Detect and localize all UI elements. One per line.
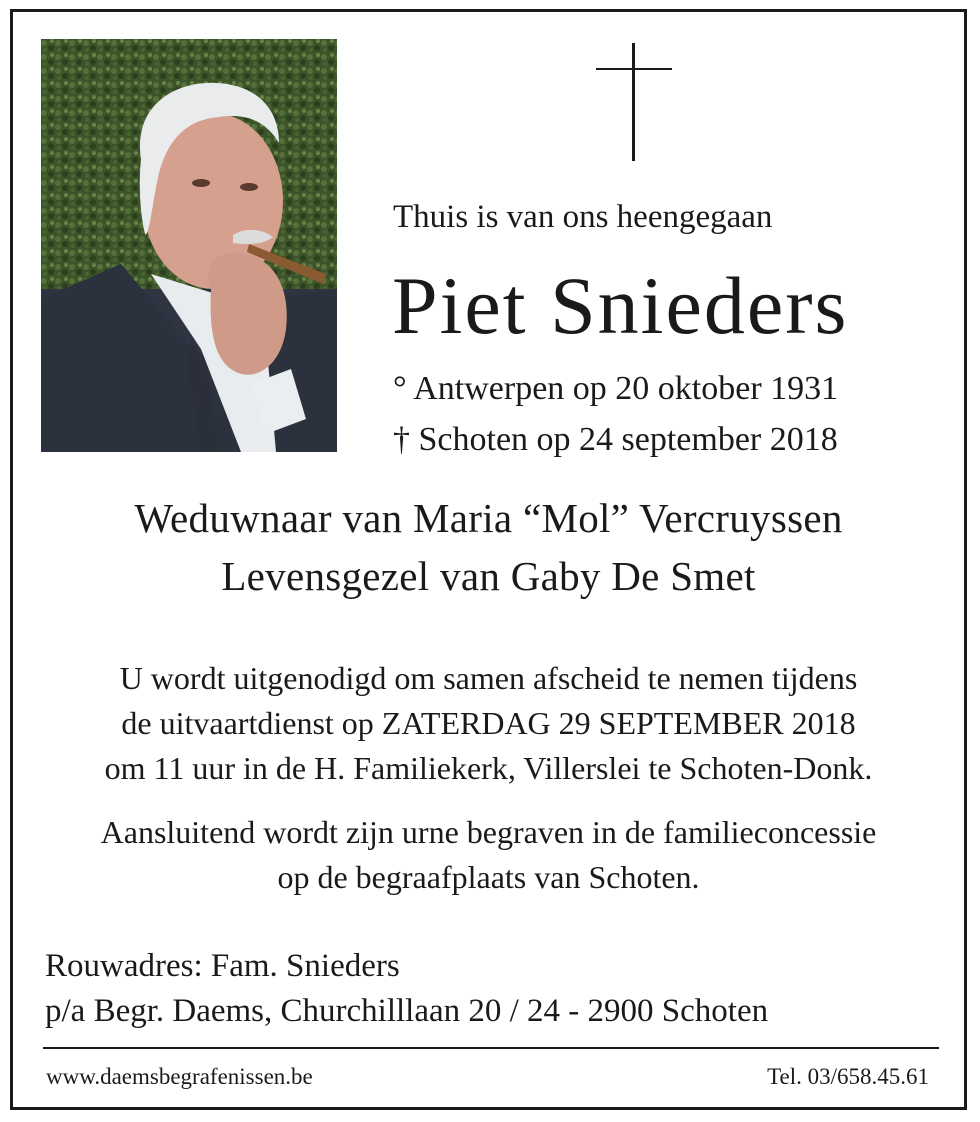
mourning-address-line: Rouwadres: Fam. Snieders (45, 948, 400, 984)
ceremony-line: om 11 uur in de H. Familiekerk, Villerslei te Schoten-Donk. (104, 750, 873, 786)
intro-text: Thuis is van ons heengegaan (393, 199, 773, 235)
deceased-name: Piet Snieders (392, 260, 849, 351)
birth-line: ° Antwerpen op 20 oktober 1931 (393, 370, 839, 407)
funeral-phone: Tel. 03/658.45.61 (767, 1064, 929, 1089)
cross-horizontal-bar (596, 68, 672, 70)
ceremony-line: U wordt uitgenodigd om samen afscheid te nemen tijdens (119, 660, 858, 696)
cross-icon (596, 43, 672, 161)
relation-widower: Weduwnaar van Maria “Mol” Vercruyssen (134, 495, 843, 541)
portrait-photo (41, 39, 337, 452)
death-line: † Schoten op 24 september 2018 (393, 421, 838, 458)
cross-vertical-bar (632, 43, 635, 161)
relation-partner: Levensgezel van Gaby De Smet (221, 553, 756, 599)
footer-divider (43, 1047, 939, 1049)
burial-line: Aansluitend wordt zijn urne begraven in de familieconcessie (100, 814, 877, 850)
funeral-website: www.daemsbegrafenissen.be (46, 1064, 313, 1089)
mourning-address-line: p/a Begr. Daems, Churchilllaan 20 / 24 - 2900 Schoten (45, 993, 769, 1029)
burial-line: op de begraafplaats van Schoten. (277, 859, 700, 895)
ceremony-line: de uitvaartdienst op ZATERDAG 29 SEPTEMBER 2018 (121, 705, 856, 741)
